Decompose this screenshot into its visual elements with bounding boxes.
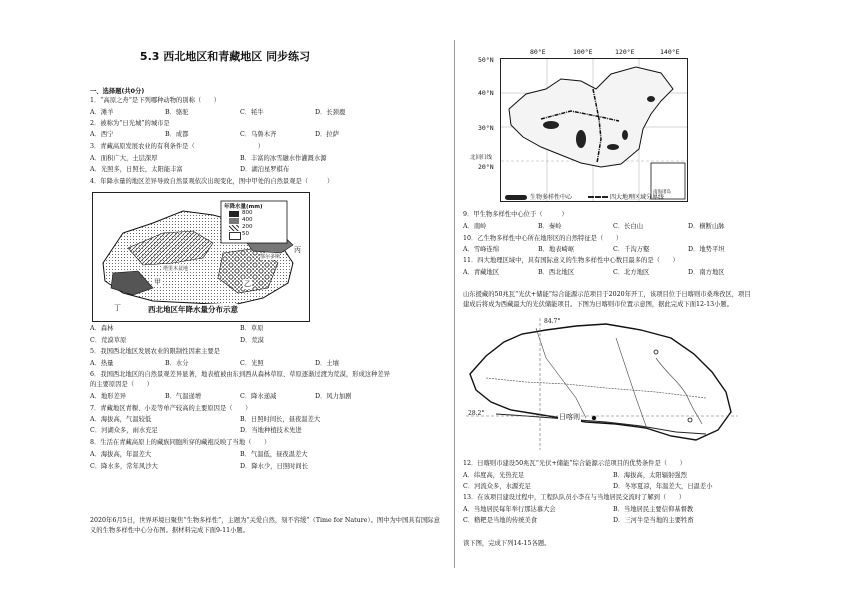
q5-option-d: D．土壤 [315,360,339,367]
map2-drawing [501,59,687,201]
legend-swatch-800 [229,211,239,217]
q6-stem-line2: 的主要原因是（ ） [90,381,153,388]
south-sea-inset-label: 南海诸岛 [653,190,671,195]
legend-value-50: 50 [242,231,249,237]
lon-label-100: 100°E [573,48,593,56]
q11-option-d: D．南方地区 [688,269,725,276]
q12-option-c: C．河流众多，水源充足 [463,483,531,490]
tropic-of-cancer-label: 北回归线 [470,155,493,161]
q2-option-b: B．成都 [165,131,189,138]
q7-option-d: D．当地种植技术先进 [240,427,302,434]
q4-option-b: B．草原 [240,325,264,332]
q10-option-d: D．地势平坦 [688,246,725,253]
xigaze-location-map [466,318,738,450]
map-label-ordos: 鄂尔多斯 [260,254,281,260]
q6-option-d: D．风力加剧 [315,393,352,400]
q8-option-d: D．降水少，日照时间长 [240,463,309,470]
q6-option-c: C．降水递减 [240,393,277,400]
q3-option-d: D．湖泊星罗棋布 [240,166,290,173]
q10-option-b: B．地表崎岖 [538,246,575,253]
lon-label-140: 140°E [660,48,680,56]
q7-option-c: C．河湖众多，雨水充足 [90,427,158,434]
lat-label-20: 20°N [478,163,494,171]
map-label-tarim-basin: 塔里木盆地 [163,266,189,272]
column-divider [454,40,455,568]
q5-option-a: A．热量 [90,360,114,367]
q1-option-d: D．长颈鹿 [315,109,346,116]
instruction-14-15: 读下图，完成下列14-15各题。 [463,540,551,547]
lat-label-50: 50°N [478,56,494,64]
lon-label-80: 80°E [530,48,546,56]
q1-stem: 1．“高原之舟”是下列哪种动物的别称（ ） [90,97,221,104]
q12-stem: 12．日喀则市建设50兆瓦“光伏+储能”综合能源示范项目的优势条件是（ ） [463,460,686,467]
q12-option-a: A．纬度高，光热充足 [463,472,525,479]
material-paragraph-9-11: 2020年6月5日，世界环境日聚焦“生物多样性”，主题为“关爱自然，刻不容缓”（Time for Nature）。图中为中国具有国际意义的生物多样性中心分布图。据材料完成下面9-11小题。 [90,517,440,534]
q1-option-b: B．骆驼 [165,109,189,116]
q8-option-c: C．降水多，常年风沙大 [90,463,158,470]
northwest-precipitation-map [92,192,310,322]
document-title: 5.3 西北地区和青藏地区 同步练习 [139,50,311,63]
q4-stem: 4．年降水量的地区差异导致自然景观依次出现变化，图中甲处的自然景观是（ ） [90,178,334,185]
q10-option-c: C．千沟万壑 [613,246,650,253]
legend-boundary-label: 四大地理区域分界线 [610,194,665,201]
q12-option-d: D．冬寒夏凉，年温差大，日温差小 [613,483,713,490]
q2-option-a: A．西宁 [90,131,114,138]
q7-stem: 7．青藏地区青稞、小麦等单产较高的主要原因是（ ） [90,405,252,412]
map-label-jia: 甲 [154,278,161,286]
legend-swatch-200 [229,225,239,231]
legend-boundary-swatch [588,196,608,198]
q8-option-a: A．海拔高，年温差大 [90,451,152,458]
q11-option-a: A．青藏地区 [463,269,500,276]
lon-label-120: 120°E [615,48,635,56]
legend-biodiversity-swatch [505,195,527,200]
q7-option-b: B．日照时间长，昼夜温差大 [240,416,321,423]
q11-option-b: B．西北地区 [538,269,575,276]
q5-option-b: B．水分 [165,360,189,367]
q12-option-b: B．海拔高，太阳辐射强烈 [613,472,687,479]
legend-biodiversity-label: 生物多样性中心 [530,194,573,201]
map1-caption: 西北地区年降水量分布示意 [148,305,238,314]
q9-option-d: D．横断山脉 [688,223,725,230]
q13-option-b: B．当地居民主要信仰基督教 [613,506,694,513]
q11-stem: 11．四大地理区域中，具有国际意义的生物多样性中心数目最多的是（ ） [463,257,679,264]
q4-option-c: C．荒漠草原 [90,337,127,344]
q7-option-a: A．海拔高，气温较低 [90,416,152,423]
q2-stem: 2．被称为“日光城”的城市是 [90,120,170,127]
material-paragraph-12-13: 山东援藏的50兆瓦“光伏+储能”综合能源示范项目于2020年开工，该项目位于日喀则市桑珠孜区，项目建成后将成为西藏最大的光伏储能项目。下图为日喀则市位置示意图，据此完成下面12-13小题。 [463,291,751,308]
q1-option-a: A．滩羊 [90,109,114,116]
section-heading: 一、选择题(共0分) [90,88,145,95]
q10-stem: 10．乙生物多样性中心所在地形区的自然特征是（ ） [463,235,623,242]
legend-swatch-50 [229,232,241,240]
q6-option-a: A．地形差异 [90,393,127,400]
q3-option-b: B．丰富的冰雪融水作灌溉水源 [240,155,327,162]
legend-swatch-400 [229,218,239,224]
q9-stem: 9．甲生物多样性中心位于（ ） [463,211,568,218]
q8-option-b: B．气温低，昼夜温差大 [240,451,308,458]
q13-stem: 13．在该项目建设过程中，工程队队员小李在与当地居民交流时了解到（ ） [463,494,686,501]
q9-option-b: B．秦岭 [538,223,562,230]
map-label-ding: 丁 [114,304,121,312]
q6-stem-line1: 6．我国西北地区的自然景观差异显著，地表植被由东到西从森林草原、草原逐渐过渡为荒漠，形成这种差异 [90,371,390,378]
q3-option-a: A．面积广大，土层深厚 [90,155,158,162]
map3-drawing [466,318,738,450]
q2-option-c: C．乌鲁木齐 [240,131,277,138]
legend-value-400: 400 [242,217,253,223]
xigaze-city-label: 日喀则 [559,413,580,421]
lat-label-84-7: 84.7° [544,318,561,325]
q11-option-c: C．北方地区 [613,269,650,276]
legend-value-800: 800 [242,210,253,216]
q10-option-a: A．雪峰连绵 [463,246,500,253]
q13-option-d: D．三河牛是当地的主要牲畜 [613,517,694,524]
q4-option-d: D．荒漠 [240,337,264,344]
q13-option-a: A．当地居民每年举行那达慕大会 [463,506,556,513]
q2-option-d: D．拉萨 [315,131,339,138]
legend-value-200: 200 [242,224,253,230]
map-label-bing: 丙 [294,246,301,254]
legend-title: 年降水量(mm) [224,204,263,210]
q5-stem: 5．我国西北地区发展农业的限制性因素主要是 [90,348,220,355]
q9-option-c: C．长白山 [613,223,644,230]
lat-label-40: 40°N [478,89,494,97]
map-label-yi: 乙 [244,280,251,288]
q1-option-c: C．牦牛 [240,109,264,116]
q9-option-a: A．南岭 [463,223,487,230]
china-biodiversity-map [500,58,688,202]
q3-option-c: A．光照多，日照长，太阳能丰富 [90,166,183,173]
lat-label-30: 30°N [478,124,494,132]
q13-option-c: C．糌粑是当地的传统美食 [463,517,538,524]
q8-stem: 8．生活在青藏高原上的藏族同胞所穿的藏袍反映了当地（ ） [90,439,271,446]
q4-option-a: A．森林 [90,325,114,332]
q5-option-c: C．光照 [240,360,264,367]
q3-stem: 3．青藏高原发展农业的有利条件是（ ） [90,143,265,150]
lat-label-28-2: 28.2° [468,410,485,417]
q6-option-b: B．气温递增 [165,393,202,400]
